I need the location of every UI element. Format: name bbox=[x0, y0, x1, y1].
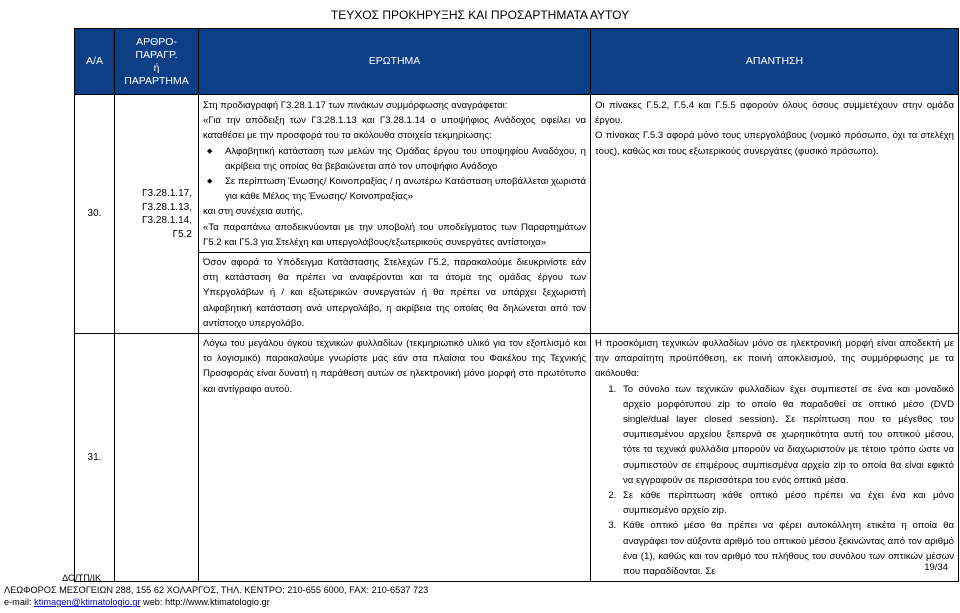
list-item: 2. Σε κάθε περίπτωση κάθε οπτικό μέσο πρέπει να έχει ένα και μόνο συμπιεσμένο αρχείο zip. bbox=[619, 488, 954, 518]
footer-code: ΔΟ/ΤΠ/ΙΚ bbox=[62, 573, 102, 583]
header-question: ΕΡΩΤΗΜΑ bbox=[199, 29, 591, 95]
answer-intro: Η προσκόμιση τεχνικών φυλλαδίων μόνο σε ηλεκτρονική μορφή είναι αποδεκτή με την απαραίτητη προϋπόθεση, εκ ποινή αποκλεισμού, της συμμόρφωσης με τα ακόλουθα: bbox=[595, 338, 954, 380]
qa-table bbox=[74, 28, 959, 582]
document-title: ΤΕΥΧΟΣ ΠΡΟΚΗΡΥΞΗΣ ΚΑΙ ΠΡΟΣΑΡΤΗΜΑΤΑ ΑΥΤΟΥ bbox=[330, 8, 630, 22]
email-link[interactable]: ktimagen@ktimatologio.gr bbox=[34, 597, 141, 607]
article-ref-line: Γ3.28.1.17, bbox=[142, 188, 192, 200]
question-quote: «Τα παραπάνω αποδεικνύονται με την υποβολή του υποδείγματος των Παραρτημάτων Γ5.2 και Γ5.3 για Στελέχη και υπεργολάβους/εξωτερικούς συνεργάτες αντίστοιχα» bbox=[203, 221, 586, 248]
table-header-row bbox=[75, 29, 959, 95]
table-row bbox=[75, 95, 959, 253]
list-item: ◆ Αλφαβητική κατάσταση των μελών της Ομάδας έργου του υποψηφίου Αναδόχου, η ακρίβεια της οποίας θα βεβαιώνεται από τον υποψήφιο Ανάδοχο bbox=[225, 144, 586, 174]
list-item: 1. Το σύνολο των τεχνικών φυλλαδίων έχει συμπιεστεί σε ένα και μοναδικό αρχείο μορφότυπου zip το οποίο θα παραδοθεί σε οπτικό μέσο (DVD single/dual layer closed session). Σε περίπτωση που το μέγεθος του συμπιεσμένου αρχείου ξεπερνά σε χωρητικότητα αυτή του οπτικού μέσου, τότε τα τεχνικά φυλλάδια μπορούν να διαχωριστούν με τέτοιο τρόπο ώστε να συμπιεστούν σε επιμέρους συμπιεσμένα αρχεία zip το οποία θα είναι εφικτό να εγγραφούν σε περισσότερα του ενός οπτικά μέσα. bbox=[619, 382, 954, 488]
email-label: e-mail: bbox=[4, 597, 32, 607]
answer-numbered-list bbox=[595, 382, 954, 580]
header-article-line3: ΠΑΡΑΡΤΗΜΑ bbox=[124, 74, 189, 87]
header-aa: Α/Α bbox=[75, 29, 115, 95]
article-ref-line: Γ5.2 bbox=[172, 228, 192, 240]
article-ref-line: Γ3.28.1.14, bbox=[142, 215, 192, 227]
article-ref-line: Γ3.28.1.13, bbox=[142, 201, 192, 213]
list-item: 3. Κάθε οπτικό μέσο θα πρέπει να φέρει αυτοκόλλητη ετικέτα η οποία θα αναγράφει τον αύξοντα αριθμό του οπτικού μέσου ξεκινώντας από τον αριθμό ένα (1), καθώς και τον αριθμό του πλήθους του συνόλου των οπτικών μέσων που παραδίδονται. Σε bbox=[619, 518, 954, 579]
answer-paragraph: Οι πίνακες Γ.5.2, Γ.5.4 και Γ.5.5 αφορούν όλους όσους συμμετέχουν στην ομάδα έργου. bbox=[595, 100, 954, 127]
question-continuation: και στη συνέχεια αυτής, bbox=[203, 206, 303, 218]
question-cell: Λόγω του μεγάλου όγκου τεχνικών φυλλαδίων (τεκμηριωτικό υλικό για τον εξοπλισμό και το λογισμικό) παρακαλούμε γνωρίστε μας εάν στα πλαίσια του Φακέλου της Τεχνικής Προσφοράς είναι δυνατή η παράθεση αυτών σε ηλεκτρονική μόνο μορφή στο πρωτότυπο και αντίγραφο αυτού. bbox=[199, 334, 591, 582]
answer-cell bbox=[591, 334, 959, 582]
question-cell: Όσον αφορά το Υπόδειγμα Κατάστασης Στελεχών Γ5.2, παρακαλούμε διευκρινίστε εάν στη κατάσταση θα πρέπει να αναφέρονται και τα άτομα της ομάδας έργου των Υπεργολάβων ή / και εξωτερικών συνεργατών ή θα πρέπει να υπάρχει ξεχωριστή αλφαβητική κατάσταση ανά υπεργολάβο, η ακρίβεια της οποίας θα δηλώνεται από τον αντίστοιχο υπεργολάβο. bbox=[199, 253, 591, 334]
row-number: 31. bbox=[75, 334, 115, 582]
header-article-line2: ή bbox=[153, 61, 160, 74]
table-row bbox=[75, 334, 959, 582]
answer-cell bbox=[591, 95, 959, 334]
page-number: 19/34 bbox=[924, 562, 948, 573]
header-article-line1: ΑΡΘΡΟ-ΠΑΡΑΓΡ. bbox=[135, 35, 178, 61]
question-intro: Στη προδιαγραφή Γ3.28.1.17 των πινάκων συμμόρφωσης αναγράφεται: bbox=[203, 100, 508, 111]
list-item: ◆ Σε περίπτωση Ένωσης/ Κοινοπραξίας / η ανωτέρω Κατάσταση υποβάλλεται χωριστά για κάθε Μέλος της Ένωσης/ Κοινοπραξίας» bbox=[225, 174, 586, 204]
question-cell bbox=[199, 95, 591, 253]
web-address[interactable]: web: http://www.ktimatologio.gr bbox=[140, 597, 270, 607]
question-quote: «Για την απόδειξη των Γ3.28.1.13 και Γ3.28.1.14 ο υποψήφιος Ανάδοχος οφείλει να καταθέσει με την προσφορά του τα ακόλουθα στοιχεία τεκμηρίωσης: bbox=[203, 115, 586, 142]
question-bullet-list bbox=[203, 144, 586, 205]
header-article bbox=[115, 29, 199, 95]
header-answer: ΑΠΑΝΤΗΣΗ bbox=[591, 29, 959, 95]
row-number: 30. bbox=[75, 95, 115, 334]
footer-address: ΛΕΩΦΟΡΟΣ ΜΕΣΟΓΕΙΩΝ 288, 155 62 ΧΟΛΑΡΓΟΣ, ΤΗΛ. ΚΕΝΤΡΟ: 210-655 6000, FAX: 210-6537 723 bbox=[4, 585, 429, 595]
page-footer bbox=[4, 562, 954, 608]
row-article-ref bbox=[115, 95, 199, 334]
row-article-ref bbox=[115, 334, 199, 582]
answer-paragraph: Ο πίνακας Γ.5.3 αφορά μόνο τους υπεργολάβους (νομικό πρόσωπο, όχι τα στελέχη τους), καθώς και τους εξωτερικούς συνεργάτες (φυσικό πρόσωπο). bbox=[595, 130, 954, 157]
footer-contact bbox=[4, 596, 954, 608]
